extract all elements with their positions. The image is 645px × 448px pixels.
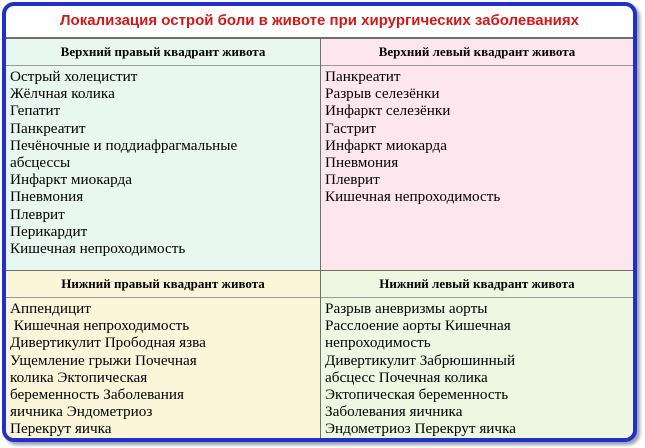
- list-item: Плеврит: [325, 171, 380, 189]
- list-item: Аппендицит: [10, 300, 91, 317]
- quadrant-upper-left: [321, 39, 633, 270]
- list-item: абсцесс Почечная колика: [325, 368, 488, 386]
- list-item: Пневмония: [325, 154, 399, 172]
- list-item: Инфаркт селезёнки: [325, 102, 451, 120]
- list-item: Кишечная непроходимость: [10, 240, 186, 258]
- heading-underline: [6, 65, 320, 66]
- quadrant-lower-left: [321, 271, 633, 438]
- list-item: Расслоение аорты Кишечная: [325, 317, 511, 335]
- list-item: Пневмония: [10, 188, 84, 206]
- list-item: Жёлчная колика: [10, 85, 115, 103]
- list-item: Разрыв селезёнки: [325, 85, 440, 103]
- heading-underline: [6, 297, 320, 298]
- list-item: Дивертикулит Прободная язва: [10, 334, 206, 352]
- list-item: яичника Эндометриоз: [10, 403, 153, 421]
- quadrant-upper-right: [6, 39, 320, 270]
- list-item: Кишечная непроходимость: [325, 188, 501, 206]
- quadrant-lower-right: [6, 271, 320, 438]
- list-item: Кишечная непроходимость: [10, 317, 190, 335]
- quadrant-heading: Нижний правый квадрант живота: [61, 276, 265, 291]
- list-item: Гастрит: [325, 119, 377, 137]
- quadrant-heading: Верхний правый квадрант живота: [60, 44, 266, 59]
- list-item: Острый холецистит: [10, 68, 138, 85]
- list-item: Перикардит: [10, 222, 88, 240]
- list-item: абсцессы: [10, 154, 71, 172]
- condition-list: [325, 300, 629, 438]
- list-item: Гепатит: [10, 102, 61, 120]
- list-item: Панкреатит: [10, 119, 86, 137]
- condition-list: [325, 68, 629, 206]
- condition-list: [10, 68, 316, 257]
- list-item: Инфаркт миокарда: [325, 136, 447, 154]
- list-item: Эктопическая беременность: [325, 386, 509, 404]
- heading-underline: [321, 65, 633, 66]
- list-item: Плеврит: [10, 205, 65, 223]
- condition-list: [10, 300, 316, 438]
- heading-underline: [321, 297, 633, 298]
- list-item: Эндометриоз Перекрут яичка: [325, 420, 516, 438]
- page-title: Локализация острой боли в животе при хирургических заболеваниях: [60, 11, 579, 29]
- table-frame: [2, 2, 637, 442]
- list-item: беременность Заболевания: [10, 386, 185, 404]
- list-item: колика Эктопическая: [10, 368, 148, 386]
- list-item: Разрыв аневризмы аорты: [325, 300, 488, 317]
- list-item: Перекрут яичка: [10, 420, 112, 438]
- list-item: Заболевания яичника: [325, 403, 463, 421]
- list-item: Печёночные и поддиафрагмальные: [10, 136, 238, 154]
- list-item: Ущемление грыжи Почечная: [10, 351, 197, 369]
- list-item: непроходимость: [325, 334, 431, 352]
- list-item: Панкреатит: [325, 68, 401, 85]
- quadrant-heading: Верхний левый квадрант живота: [378, 44, 576, 59]
- quadrant-heading: Нижний левый квадрант живота: [379, 276, 575, 291]
- list-item: Инфаркт миокарда: [10, 171, 132, 189]
- list-item: Дивертикулит Забрюшинный: [325, 351, 516, 369]
